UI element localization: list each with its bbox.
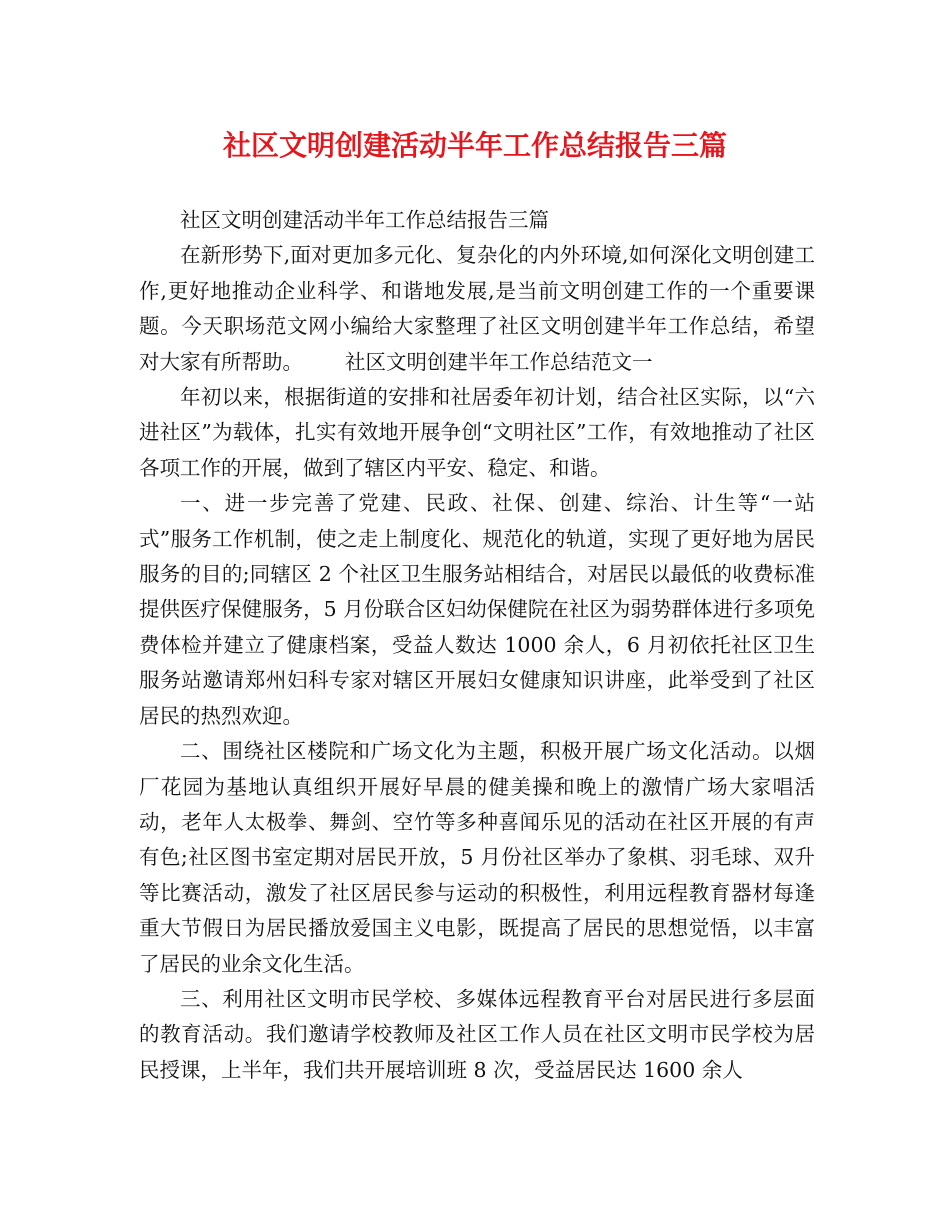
intro-paragraph: [139, 238, 815, 380]
document-title: 社区文明创建活动半年工作总结报告三篇: [222, 129, 727, 162]
document-subtitle: 社区文明创建活动半年工作总结报告三篇: [180, 208, 549, 232]
intro-text: 在新形势下,面对更加多元化、复杂化的内外环境,如何深化文明创建工作,更好地推动企业科学、和谐地发展,是当前文明创建工作的一个重要课题。今天职场范文网小编给大家整理了社区文明创建半年工作总结，希望对大家有所帮助。: [139, 243, 815, 374]
paragraph-overview: 年初以来，根据街道的安排和社居委年初计划，结合社区实际，以“六进社区”为载体，扎实有效地开展争创“文明社区”工作，有效地推动了社区各项工作的开展，做到了辖区内平安、稳定、和谐。: [139, 385, 815, 480]
paragraph-section-two: 二、围绕社区楼院和广场文化为主题，积极开展广场文化活动。以烟厂花园为基地认真组织开展好早晨的健美操和晚上的激情广场大家唱活动，老年人太极拳、舞剑、空竹等多种喜闻乐见的活动在社区开展的有声有色;社区图书室定期对居民开放，5 月份社区举办了象棋、羽毛球、双升等比赛活动，激发了社区居民参与运动的积极性，利用远程教育器材每逢重大节假日为居民播放爱国主义电影，既提高了居民的思想觉悟，以丰富了居民的业余文化生活。: [139, 739, 815, 976]
document-body: [139, 203, 815, 1088]
paragraph-section-three: 三、利用社区文明市民学校、多媒体远程教育平台对居民进行多层面的教育活动。我们邀请学校教师及社区工作人员在社区文明市民学校为居民授课，上半年，我们共开展培训班 8 次，受益居民达 1600 余人: [139, 986, 815, 1082]
section-heading-sample-one: 社区文明创建半年工作总结范文一: [345, 349, 653, 374]
paragraph-section-one: 一、进一步完善了党建、民政、社保、创建、综治、计生等“一站式”服务工作机制，使之走上制度化、规范化的轨道，实现了更好地为居民服务的目的;同辖区 2 个社区卫生服务站相结合，对居民以最低的收费标准提供医疗保健服务，5 月份联合区妇幼保健院在社区为弱势群体进行多项免费体检并建立了健康档案，受益人数达 1000 余人，6 月初依托社区卫生服务站邀请郑州妇科专家对辖区开展妇女健康知识讲座，此举受到了社区居民的热烈欢迎。: [139, 491, 815, 728]
